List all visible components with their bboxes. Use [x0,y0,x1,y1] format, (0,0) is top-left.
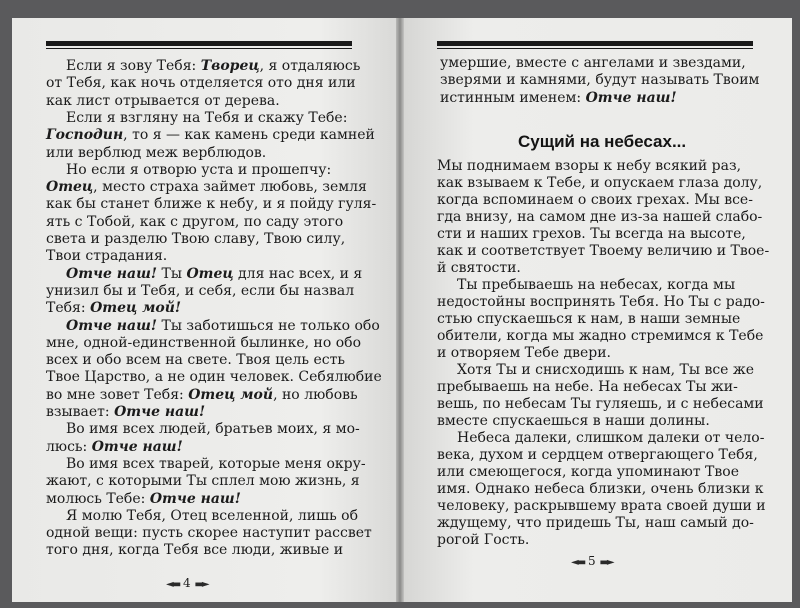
text-line: стью спускаешься к нам, в наши земные [437,311,741,327]
text-line: взывает: Отче наш! [46,404,206,420]
right-page-number [571,554,613,568]
text-line: того дня, когда Тебя все люди, живые и [46,542,344,559]
text-line: света и разделю Твою славу, Твою силу, [46,231,346,247]
text-line: обители, когда мы жадно стремимся к Тебе [437,328,764,344]
text-line: истинным именем: Отче наш! [440,89,677,106]
text-line: всех и обо всем на свете. Твоя цель есть [46,352,345,369]
text-line: вместе спускаешься в наши долины. [437,413,710,429]
text-line: Мы поднимаем взоры к небу всякий раз, [437,158,742,174]
right-ornament-icon: ▬► [599,557,613,568]
text-line: Ты пребываешь на небесах, когда мы [457,277,736,293]
text-line: от Тебя, как ночь отделяется ото дня или [46,75,356,92]
text-line: Но если я отворю уста и прошепчу: [66,161,332,178]
text-line: когда вспоминаем о своих грехах. Мы все- [437,192,753,208]
text-line: гда внизу, на самом дне из-за нашей слабо- [437,209,763,225]
text-line: люсь: Отче наш! [46,438,183,455]
text-line: й святости. [437,260,521,276]
right-ornament-icon: ▬► [194,579,208,590]
left-page-number-value: 4 [182,576,191,590]
text-line: ждущему, что придешь Ты, наш самый до- [437,515,754,531]
text-line: или смеющегося, когда упоминают Твое [437,464,739,480]
text-line: Господин, то я — как камень среди камней [46,127,375,144]
text-line: ять с Тобой, как с другом, по саду этого [46,213,344,230]
text-line: мне, одной-единственной былинке, но обо [46,334,362,351]
text-line: Отче наш! Ты заботишься не только обо [66,317,380,334]
right-header-rule [437,41,753,46]
text-line: Твое Царство, а не один человек. Себялюбие [46,369,382,386]
text-line: века, духом и сердцем отвергающего Тебя, [437,447,758,463]
text-line: как бы станет ближе к небу, и я пойду гуля- [46,196,377,213]
text-line: жают, с которыми Ты сплел мою жизнь, я [46,473,360,490]
book-gutter [396,18,404,602]
text-line: недостойны воспринять Тебя. Но Ты с радо- [437,294,765,310]
left-header-rule [46,41,352,46]
text-line: Если я взгляну на Тебя и скажу Тебе: [66,109,348,126]
text-line: Хотя Ты и снисходишь к нам, Ты все же [457,362,755,378]
text-line: как и соответствует Твоему величию и Твое- [437,243,770,259]
text-line: одной вещи: пусть скорее наступит рассвет [46,525,372,542]
section-heading: Сущий на небесах... [518,132,687,151]
text-line: Твои страдания. [46,248,168,265]
text-line: Небеса далеки, слишком далеки от чело- [457,430,765,446]
text-line: Отец, место страха займет любовь, земля [46,179,367,196]
text-line: как лист отрывается от дерева. [46,92,280,109]
right-page-number-value: 5 [587,554,596,568]
left-ornament-icon: ◄▬ [166,579,180,590]
text-line: пребываешь на небе. На небесах Ты жи- [437,379,738,395]
text-line: вешь, по небесам Ты гуляешь, и с небесами [437,396,764,412]
text-line: молюсь Тебе: Отче наш! [46,490,241,507]
text-line: Отче наш! Ты Отец для нас всех, и я [66,265,363,282]
text-line: или верблюд меж верблюдов. [46,144,267,161]
left-ornament-icon: ◄▬ [571,557,585,568]
text-line: во мне зовет Тебя: Отец мой, но любовь [46,386,358,403]
text-line: Если я зову Тебя: Творец, я отдаляюсь [66,58,361,74]
text-line: как взываем к Тебе, и опускаем глаза долу, [437,175,763,191]
text-line: имя. Однако небеса близки, очень близки к [437,481,764,497]
text-line: и отворяем Тебе двери. [437,345,612,361]
text-line: сти и наших грехов. Ты всегда на высоте, [437,226,746,242]
text-line: рогой Гость. [437,532,530,548]
text-line: Тебя: Отец мой! [46,300,182,317]
text-line: Во имя всех людей, братьев моих, я мо- [66,421,360,438]
text-line: унизил бы и Тебя, и себя, если бы назвал [46,282,355,299]
text-line: Я молю Тебя, Отец вселенной, лишь об [66,507,359,524]
text-line: человеку, раскрывшему врата своей души и [437,498,766,514]
text-line: Во имя всех тварей, которые меня окру- [66,455,366,472]
left-page-number [166,576,208,590]
text-line: умершие, вместе с ангелами и звездами, [440,55,746,71]
text-line: зверями и камнями, будут называть Твоим [440,72,760,89]
